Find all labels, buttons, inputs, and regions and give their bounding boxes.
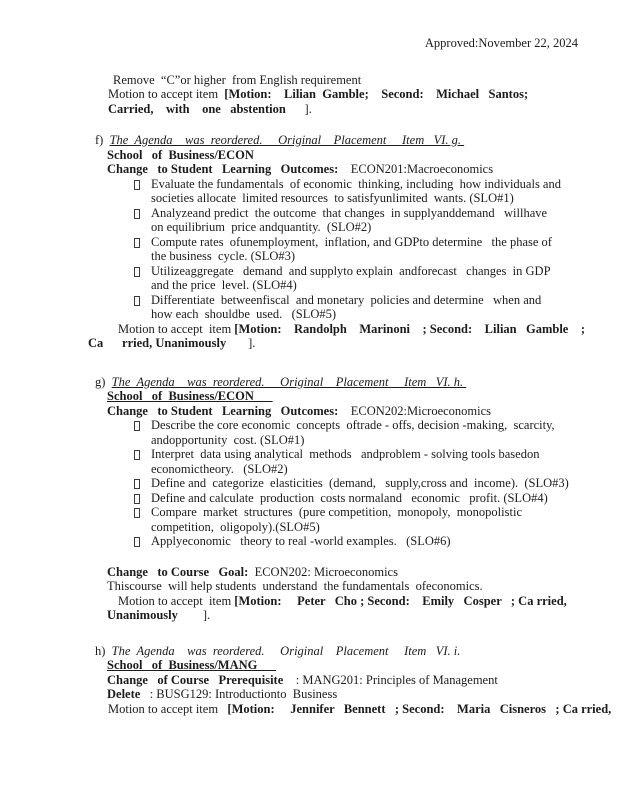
text-segment: h): [95, 643, 106, 658]
change-heading: [107, 162, 618, 177]
bullet-text-line: Applyeconomic theory to real -world examples. (SLO#6): [151, 534, 451, 548]
text-segment: School of Business/MANG: [107, 658, 277, 672]
text-segment: Remove “C”or higher from English requirement: [113, 72, 362, 87]
motion-line: [108, 87, 618, 102]
text-segment: ].: [285, 101, 312, 116]
bullet-text-line: Compute rates ofunemployment, inflation, and GDPto determine the phase of: [151, 234, 552, 249]
remove-requirement-line: [113, 73, 618, 88]
bullet-text-line: Define and calculate production costs normaland economic profit. (SLO#4): [151, 490, 548, 505]
bullet-text: [151, 264, 551, 293]
bullet-icon: [134, 494, 140, 504]
change-heading: [107, 404, 618, 419]
text-segment: Delete: [107, 687, 141, 701]
text-segment: Ca rried, Unanimously: [88, 336, 227, 350]
text-segment: ].: [226, 336, 256, 350]
text-segment: Unanimously: [107, 608, 178, 622]
change-heading: [107, 565, 618, 580]
bullet-text: [151, 177, 561, 206]
text-segment: Change to Student Learning Outcomes:: [107, 403, 339, 418]
bullet-text-line: economictheory. (SLO#2): [151, 461, 288, 476]
bullet-icon: [134, 267, 140, 277]
text-segment: Change of Course Prerequisite: [107, 672, 284, 687]
document-body: [0, 73, 618, 717]
slo-bullet: [134, 491, 618, 506]
agenda-reordered-note: [95, 644, 618, 659]
bullet-text-line: Analyzeand predict the outcome that changes in supplyanddemand willhave: [151, 205, 548, 220]
text-segment: ECON202: Microeconomics: [248, 564, 398, 579]
slo-bullet: [134, 505, 618, 534]
bullet-text: [151, 235, 552, 264]
slo-bullet: [134, 235, 618, 264]
bullet-text-line: Evaluate the fundamentals of economic thinking, including how individuals and: [151, 176, 561, 191]
bullet-text-line: on equilibrium price andquantity. (SLO#2): [151, 220, 372, 234]
bullet-text-line: Interpret data using analytical methods andproblem - solving tools basedon: [151, 447, 540, 461]
text-segment: Carried, with one abstention: [108, 101, 286, 116]
bullet-icon: [134, 421, 140, 431]
bullet-text-line: competition, oligopoly).(SLO#5): [151, 519, 320, 534]
slo-bullet: [134, 177, 618, 206]
agenda-reordered-note: [95, 133, 618, 148]
bullet-icon: [134, 209, 140, 219]
text-segment: Thiscourse will help students understand the fundamentals ofeconomics.: [107, 579, 483, 593]
text-segment: [Motion: Peter Cho ; Second: Emily Cosper ; Ca rried,: [234, 593, 567, 608]
delete-line: [107, 687, 618, 702]
text-segment: The Agenda was reordered. Original Placement Item VI. g.: [109, 133, 465, 147]
motion-line: [108, 102, 618, 117]
school-heading: [107, 389, 618, 404]
bullet-text-line: how each shouldbe used. (SLO#5): [151, 307, 337, 321]
text-segment: f): [95, 133, 104, 147]
motion-line: [88, 336, 618, 351]
text-line: [107, 579, 618, 594]
text-segment: Change to Student Learning Outcomes:: [107, 162, 339, 176]
slo-bullet: [134, 206, 618, 235]
bullet-text-line: Define and categorize elasticities (demand, supply,cross and income). (SLO#3): [151, 476, 569, 490]
text-segment: [Motion: Randolph Marinoni ; Second: Lilian Gamble ;: [234, 321, 586, 336]
bullet-text: [151, 206, 547, 235]
slo-bullet: [134, 293, 618, 322]
bullet-text-line: andopportunity cost. (SLO#1): [151, 432, 305, 447]
agenda-reordered-note: [95, 375, 618, 390]
change-heading: [107, 673, 618, 688]
bullet-text: [151, 505, 522, 534]
text-segment: Motion to accept item: [118, 593, 235, 608]
text-segment: The Agenda was reordered. Original Placement Item VI. h.: [111, 374, 467, 389]
slo-bullet: [134, 534, 618, 549]
bullet-text: [151, 418, 555, 447]
slo-bullet: [134, 264, 618, 293]
text-segment: [Motion: Jennifer Bennett ; Second: Maria Cisneros ; Ca rried,: [227, 701, 612, 716]
text-segment: School of Business/ECON: [107, 389, 273, 403]
text-segment: [Motion: Lilian Gamble; Second: Michael Santos;: [224, 87, 529, 101]
text-segment: ECON202:Microeconomics: [338, 403, 492, 418]
text-segment: g): [95, 374, 106, 389]
text-segment: : BUSG129: Introductionto Business: [140, 687, 338, 701]
motion-line: [107, 608, 618, 623]
text-segment: Motion to accept item: [108, 701, 228, 716]
bullet-text: [151, 491, 548, 506]
bullet-text-line: and the price level. (SLO#4): [151, 278, 297, 292]
text-segment: Motion to accept item: [108, 87, 225, 101]
bullet-text-line: Differentiate betweenfiscal and monetary policies and determine when and: [151, 292, 542, 307]
text-segment: The Agenda was reordered. Original Placement Item VI. i.: [111, 643, 461, 658]
bullet-text: [151, 534, 451, 549]
text-segment: : MANG201: Principles of Management: [283, 672, 498, 687]
bullet-text: [151, 293, 541, 322]
text-segment: Motion to accept item: [118, 321, 235, 336]
school-heading: [107, 148, 618, 163]
motion-line: [118, 322, 618, 337]
bullet-text: [151, 476, 569, 491]
bullet-text-line: Utilizeaggregate demand and supplyto explain andforecast changes in GDP: [151, 263, 551, 278]
bullet-text-line: societies allocate limited resources to satisfyunlimited wants. (SLO#1): [151, 191, 514, 205]
motion-line: [118, 594, 618, 609]
text-segment: ECON201:Macroeconomics: [338, 162, 494, 176]
slo-bullet: [134, 447, 618, 476]
text-segment: School of Business/ECON: [107, 147, 254, 162]
bullet-icon: [134, 238, 140, 248]
approved-date: Approved:November 22, 2024: [424, 36, 578, 50]
bullet-icon: [134, 296, 140, 306]
text-segment: Change to Course Goal:: [107, 564, 249, 579]
bullet-icon: [134, 537, 140, 547]
slo-bullet: [134, 418, 618, 447]
motion-line: [108, 702, 618, 717]
slo-bullet: [134, 476, 618, 491]
bullet-text-line: the business cycle. (SLO#3): [151, 249, 296, 263]
bullet-icon: [134, 450, 140, 460]
school-heading: [107, 658, 618, 673]
bullet-text-line: Compare market structures (pure competition, monopoly, monopolistic: [151, 505, 522, 519]
bullet-text: [151, 447, 539, 476]
bullet-icon: [134, 508, 140, 518]
bullet-icon: [134, 180, 140, 190]
bullet-text-line: Describe the core economic concepts oftrade - offs, decision -making, scarcity,: [151, 418, 555, 432]
text-segment: ].: [177, 608, 211, 622]
bullet-icon: [134, 479, 140, 489]
